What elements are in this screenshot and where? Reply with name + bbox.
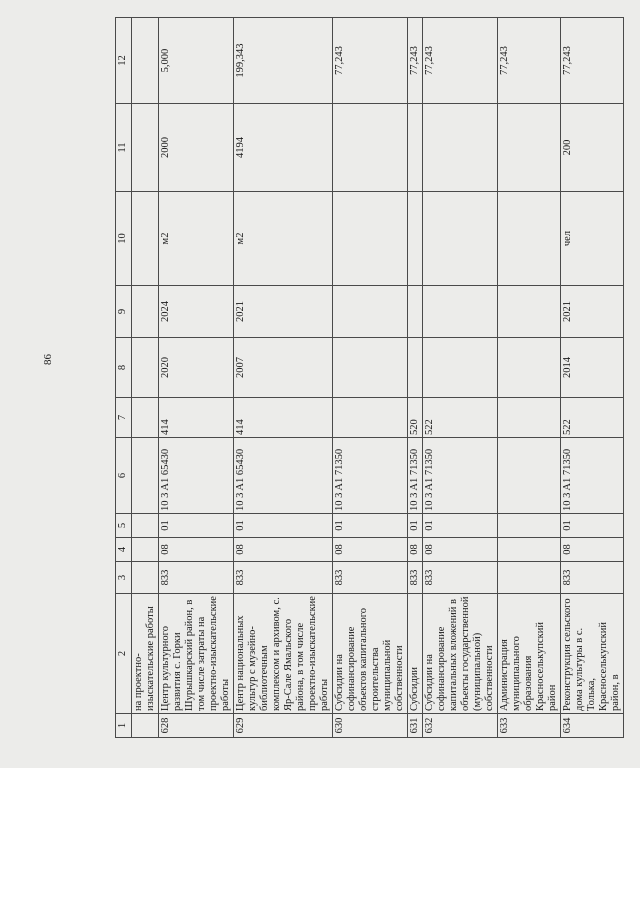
table-cell: 77,243 xyxy=(423,18,498,104)
table-cell: Центр национальных культур с музейно-библиотечным комплексом и архивом, с. Яр-Сале Ямальского района, в том числе проектно-изыскательские работы xyxy=(234,594,333,714)
table-cell: 01 xyxy=(561,514,624,538)
table-cell: 200 xyxy=(561,104,624,192)
table-row xyxy=(333,18,408,738)
table-cell: 833 xyxy=(561,562,624,594)
table-cell: 08 xyxy=(234,538,333,562)
table-cell: 629 xyxy=(234,714,333,738)
table-cell: 2024 xyxy=(159,286,234,338)
table-cell: 10 3 A1 71350 xyxy=(561,438,624,514)
header-cell: 2 xyxy=(116,594,132,714)
table-cell: 631 xyxy=(408,714,423,738)
table-cell xyxy=(498,438,561,514)
table-cell: 01 xyxy=(408,514,423,538)
table-cell xyxy=(423,192,498,286)
header-row xyxy=(116,18,132,738)
table-cell: 833 xyxy=(333,562,408,594)
table-cell xyxy=(423,338,498,398)
table-cell: 01 xyxy=(423,514,498,538)
table-cell xyxy=(132,438,159,514)
table-cell: 414 xyxy=(159,398,234,438)
table-cell: 10 3 A1 71350 xyxy=(408,438,423,514)
table-row xyxy=(234,18,333,738)
header-cell: 8 xyxy=(116,338,132,398)
header-cell: 7 xyxy=(116,398,132,438)
table-cell: 522 xyxy=(423,398,498,438)
table-cell: 08 xyxy=(408,538,423,562)
table-row xyxy=(132,18,159,738)
table-cell: 2021 xyxy=(561,286,624,338)
table-row xyxy=(498,18,561,738)
page-number: 86 xyxy=(42,354,54,365)
table-cell xyxy=(132,286,159,338)
table-cell xyxy=(333,398,408,438)
header-cell: 5 xyxy=(116,514,132,538)
header-cell: 1 xyxy=(116,714,132,738)
table-cell: 08 xyxy=(333,538,408,562)
budget-table xyxy=(115,17,624,738)
header-cell: 11 xyxy=(116,104,132,192)
table-cell: 632 xyxy=(423,714,498,738)
table-cell xyxy=(423,286,498,338)
table-cell: Администрация муниципального образования Красноселькупский район xyxy=(498,594,561,714)
table-cell xyxy=(498,398,561,438)
table-cell: 522 xyxy=(561,398,624,438)
table-row xyxy=(423,18,498,738)
table-cell: 77,243 xyxy=(408,18,423,104)
table-cell xyxy=(132,714,159,738)
table-cell xyxy=(132,338,159,398)
table-cell xyxy=(408,104,423,192)
header-cell: 9 xyxy=(116,286,132,338)
table-cell: 01 xyxy=(234,514,333,538)
table-cell: 2020 xyxy=(159,338,234,398)
header-cell: 4 xyxy=(116,538,132,562)
table-cell: 10 3 A1 71350 xyxy=(333,438,408,514)
table-cell xyxy=(498,192,561,286)
table-cell: 2000 xyxy=(159,104,234,192)
table-cell: чел xyxy=(561,192,624,286)
table-cell: 634 xyxy=(561,714,624,738)
table-cell: 08 xyxy=(159,538,234,562)
header-cell: 3 xyxy=(116,562,132,594)
table-cell xyxy=(498,562,561,594)
table-cell: 520 xyxy=(408,398,423,438)
table-cell xyxy=(132,104,159,192)
table-row xyxy=(159,18,234,738)
table-cell: Субсидии на софинансирование объектов капитального строительства муниципальной собственности xyxy=(333,594,408,714)
table-cell: 628 xyxy=(159,714,234,738)
table-cell: 414 xyxy=(234,398,333,438)
table-cell: на проектно-изыскательские работы xyxy=(132,594,159,714)
table-cell: 833 xyxy=(408,562,423,594)
table-cell: 630 xyxy=(333,714,408,738)
table-cell: 77,243 xyxy=(561,18,624,104)
table-cell: 10 3 A1 65430 xyxy=(159,438,234,514)
table-cell: 08 xyxy=(423,538,498,562)
table-cell: 833 xyxy=(234,562,333,594)
table-cell: Субсидии xyxy=(408,594,423,714)
table-body xyxy=(132,18,624,738)
table-cell: 5,000 xyxy=(159,18,234,104)
table-cell xyxy=(333,192,408,286)
table-cell xyxy=(333,286,408,338)
table-cell: 633 xyxy=(498,714,561,738)
table-row xyxy=(408,18,423,738)
table-cell xyxy=(408,338,423,398)
table-cell: 77,243 xyxy=(333,18,408,104)
table-cell xyxy=(498,286,561,338)
header-cell: 6 xyxy=(116,438,132,514)
table-cell xyxy=(498,538,561,562)
header-cell: 10 xyxy=(116,192,132,286)
table-cell: 2014 xyxy=(561,338,624,398)
table-cell xyxy=(132,562,159,594)
table-cell xyxy=(423,104,498,192)
table-cell xyxy=(132,514,159,538)
table-cell: 10 3 A1 71350 xyxy=(423,438,498,514)
table-cell: 77,243 xyxy=(498,18,561,104)
document-sheet xyxy=(115,18,621,738)
table-cell xyxy=(498,338,561,398)
table-cell: м2 xyxy=(159,192,234,286)
table-cell: м2 xyxy=(234,192,333,286)
table-row xyxy=(561,18,624,738)
table-cell xyxy=(333,338,408,398)
table-cell xyxy=(132,398,159,438)
table-cell xyxy=(498,104,561,192)
table-cell: 01 xyxy=(159,514,234,538)
table-cell xyxy=(408,192,423,286)
table-cell: 2021 xyxy=(234,286,333,338)
table-cell: Субсидии на софинансирование капитальных вложений в объекты государственной (муниципальной) собственности xyxy=(423,594,498,714)
table-cell: 833 xyxy=(423,562,498,594)
table-cell: 199,343 xyxy=(234,18,333,104)
table-cell: 08 xyxy=(561,538,624,562)
table-cell: 4194 xyxy=(234,104,333,192)
header-cell: 12 xyxy=(116,18,132,104)
table-cell xyxy=(132,192,159,286)
table-cell xyxy=(132,18,159,104)
table-cell: 01 xyxy=(333,514,408,538)
table-cell xyxy=(408,286,423,338)
table-cell: 833 xyxy=(159,562,234,594)
table-cell xyxy=(132,538,159,562)
table-cell: 2007 xyxy=(234,338,333,398)
table-cell: 10 3 A1 65430 xyxy=(234,438,333,514)
table-cell: Центр культурного развития с. Горки Шурышкарский район, в том числе затраты на проектно-изыскательские работы xyxy=(159,594,234,714)
table-cell xyxy=(498,514,561,538)
table-cell xyxy=(333,104,408,192)
table-cell: Реконструкция сельского дома культуры в с. Толька, Красноселькупский район, в xyxy=(561,594,624,714)
